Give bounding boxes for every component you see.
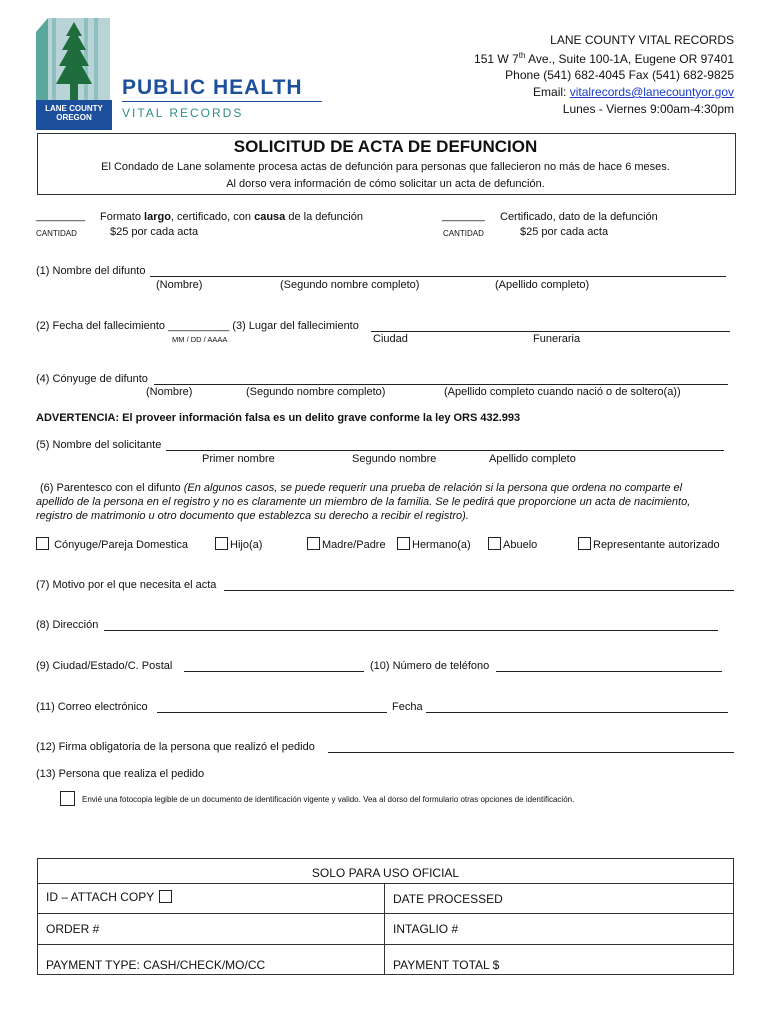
office-id-attach: ID – ATTACH COPY — [46, 890, 155, 904]
org-email — [533, 85, 734, 99]
logo-rule — [122, 101, 322, 102]
field-11-date-label: Fecha — [392, 701, 423, 713]
field-4-sub-last: (Apellido completo cuando nació o de soltero(a)) — [444, 386, 681, 398]
relation-grandparent-label: Abuelo — [503, 539, 538, 551]
checkbox-icon[interactable] — [215, 537, 228, 550]
long-price: $25 por cada acta — [110, 226, 199, 238]
long-desc-b: largo — [144, 211, 171, 223]
field-4-input[interactable] — [154, 384, 728, 385]
relation-authorized-label: Representante autorizado — [593, 539, 720, 551]
field-7-label: (7) Motivo por el que necesita el acta — [36, 579, 217, 591]
field-6-label: (6) Parentesco con el difunto — [40, 482, 184, 494]
long-desc-c: , certificado, con — [170, 211, 255, 223]
long-qty-blank[interactable]: ________ — [36, 210, 85, 222]
office-date-cell — [384, 883, 734, 914]
field-5-sub-last: Apellido completo — [489, 453, 576, 465]
email-label: Email: — [533, 85, 570, 99]
checkbox-icon[interactable] — [36, 537, 49, 550]
relation-child-label: Hijo(a) — [230, 539, 263, 551]
field-3-input[interactable] — [371, 331, 730, 332]
field-5-input[interactable] — [166, 450, 724, 451]
field-8-label: (8) Dirección — [36, 619, 99, 631]
field-12-label: (12) Firma obligatoria de la persona que realizó el pedido — [36, 741, 315, 753]
logo — [34, 14, 324, 132]
email-link[interactable]: vitalrecords@lanecountyor.gov — [569, 85, 734, 99]
warning-text: ADVERTENCIA: El proveer información falsa es un delito grave conforme la ley ORS 432.993 — [36, 412, 521, 424]
field-1-input[interactable] — [150, 276, 726, 277]
checkbox-icon[interactable] — [307, 537, 320, 550]
checkbox-icon[interactable] — [488, 537, 501, 550]
field-12-signature[interactable] — [328, 752, 734, 753]
short-qty-blank[interactable]: _______ — [442, 210, 485, 222]
field-6-note-3: registro de matrimonio u otro documento que establezca su derecho a recibir el registro). — [36, 510, 469, 522]
id-checkbox[interactable] — [60, 791, 75, 806]
office-id-cell — [37, 883, 385, 914]
field-6-note-1: (En algunos casos, se puede requerir una prueba de relación si la persona que ordena no comparte el — [183, 482, 683, 494]
vital-records-text: VITAL RECORDS — [122, 106, 244, 120]
address-sup: th — [518, 51, 526, 60]
field-6-note-2: apellido de la persona en el registro y no es claramente un miembro de la familia. Se le pedirá que proporcione un acta de nacimiento, — [36, 496, 691, 508]
office-order: ORDER # — [46, 922, 100, 936]
org-address — [474, 51, 734, 66]
office-order-cell — [37, 913, 385, 945]
field-6-text — [36, 481, 736, 523]
address-prefix: 151 W 7 — [474, 52, 519, 66]
public-health-text: PUBLIC HEALTH — [122, 76, 303, 99]
title-note-1: El Condado de Lane solamente procesa actas de defunción para personas que fallecieron no más de hace 6 meses. — [101, 161, 670, 173]
relation-grandparent[interactable] — [488, 537, 537, 551]
field-11-input[interactable] — [157, 712, 387, 713]
short-price: $25 por cada acta — [520, 226, 609, 238]
field-2-3-label: (2) Fecha del fallecimiento __________ (3) Lugar del fallecimiento — [36, 320, 359, 332]
relation-spouse-label: Cónyuge/Pareja Domestica — [54, 539, 188, 551]
office-payment-type: PAYMENT TYPE: CASH/CHECK/MO/CC — [46, 958, 266, 972]
office-payment-type-cell — [37, 944, 385, 975]
field-10-input[interactable] — [496, 671, 722, 672]
title-note-2: Al dorso vera información de cómo solicitar un acta de defunción. — [226, 178, 545, 190]
org-name: LANE COUNTY VITAL RECORDS — [550, 33, 734, 47]
office-payment-total: PAYMENT TOTAL $ — [393, 958, 500, 972]
office-date-processed: DATE PROCESSED — [393, 892, 503, 906]
relation-parent-label: Madre/Padre — [322, 539, 386, 551]
field-11-date-input[interactable] — [426, 712, 728, 713]
field-4-sub-first: (Nombre) — [146, 386, 193, 398]
office-intaglio: INTAGLIO # — [393, 922, 459, 936]
field-4-label: (4) Cónyuge de difunto — [36, 373, 148, 385]
long-desc-a: Formato — [100, 211, 145, 223]
field-1-label: (1) Nombre del difunto — [36, 265, 146, 277]
field-9-input[interactable] — [184, 671, 364, 672]
field-9-label: (9) Ciudad/Estado/C. Postal — [36, 660, 173, 672]
relation-sibling[interactable] — [397, 537, 471, 551]
checkbox-icon[interactable] — [397, 537, 410, 550]
field-13-label: (13) Persona que realiza el pedido — [36, 768, 205, 780]
relation-sibling-label: Hermano(a) — [412, 539, 471, 551]
field-1-sub-last: (Apellido completo) — [495, 279, 590, 291]
field-7-input[interactable] — [224, 590, 734, 591]
field-3-sub-city: Ciudad — [373, 333, 408, 345]
field-5-sub-first: Primer nombre — [202, 453, 275, 465]
id-attach-checkbox[interactable] — [159, 890, 172, 903]
office-title-cell — [37, 858, 734, 884]
long-desc-d: causa — [254, 211, 286, 223]
office-hours: Lunes - Viernes 9:00am-4:30pm — [562, 102, 734, 116]
field-3-sub-funeral: Funeraria — [533, 333, 581, 345]
field-1-sub-middle: (Segundo nombre completo) — [280, 279, 420, 291]
relation-authorized[interactable] — [578, 537, 720, 551]
address-suffix: Ave., Suite 100-1A, Eugene OR 97401 — [525, 52, 734, 66]
field-5-sub-middle: Segundo nombre — [352, 453, 437, 465]
short-format-desc: Certificado, dato de la defunción — [500, 211, 658, 223]
field-10-label: (10) Número de teléfono — [370, 660, 490, 672]
field-11-label: (11) Correo electrónico — [36, 701, 148, 713]
office-title: SOLO PARA USO OFICIAL — [311, 866, 460, 880]
field-4-sub-middle: (Segundo nombre completo) — [246, 386, 386, 398]
field-5-label: (5) Nombre del solicitante — [36, 439, 162, 451]
relation-parent[interactable] — [307, 537, 386, 551]
field-8-input[interactable] — [104, 630, 718, 631]
form-title: SOLICITUD DE ACTA DE DEFUNCION — [233, 137, 538, 156]
id-note: Envié una fotocopia legible de un documento de identificación vigente y valido. Vea al dorso del formulario otras opciones de identificación. — [82, 795, 575, 804]
office-payment-total-cell — [384, 944, 734, 975]
date-hint: MM / DD / AAAA — [172, 335, 228, 344]
lane-county-logo-text: LANE COUNTY OREGON — [45, 104, 103, 122]
long-desc-e: de la defunción — [285, 211, 363, 223]
field-1-sub-first: (Nombre) — [156, 279, 203, 291]
org-phone: Phone (541) 682-4045 Fax (541) 682-9825 — [505, 68, 734, 82]
short-qty-label: CANTIDAD — [443, 229, 484, 238]
office-intaglio-cell — [384, 913, 734, 945]
long-format-desc — [100, 211, 363, 223]
long-qty-label: CANTIDAD — [36, 229, 77, 238]
relation-spouse[interactable] — [36, 537, 188, 551]
relation-child[interactable] — [215, 537, 262, 551]
checkbox-icon[interactable] — [578, 537, 591, 550]
